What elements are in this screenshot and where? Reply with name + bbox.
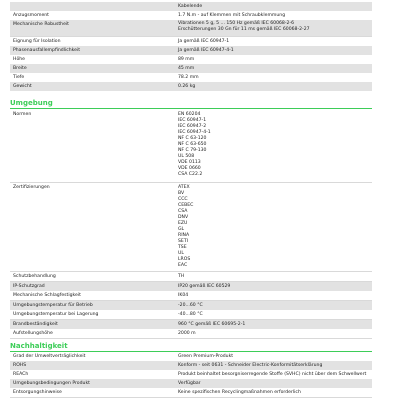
list-item: NF C 79-130 — [178, 148, 207, 153]
spec-row-weight — [10, 82, 372, 91]
spec-row-storage-temperature — [10, 310, 372, 320]
spec-label: Brandbeständigkeit — [13, 322, 58, 327]
spec-value: Ja gemäß IEC 60947-4-1 — [178, 48, 234, 53]
spec-value: Kabelende — [178, 4, 203, 9]
spec-row-rohs — [10, 361, 372, 370]
spec-row-phase-failure — [10, 46, 372, 55]
spec-label: Eignung für Isolation — [13, 39, 61, 44]
spec-value: TH — [178, 274, 185, 279]
spec-row-cable-end — [10, 2, 372, 11]
list-item: CEBEC — [178, 203, 194, 208]
spec-value: 960 °C gemäß IEC 60695-2-1 — [178, 322, 246, 327]
spec-label: Anzugsmoment — [13, 13, 49, 18]
list-item: RINA — [178, 233, 190, 238]
list-item: CSA — [178, 209, 188, 214]
spec-label: Schutzbehandlung — [13, 274, 56, 279]
spec-value: 2000 m — [178, 331, 196, 336]
spec-value: Konform - seit 0631 - Schneider Electric-Konformitätserklärung — [178, 363, 323, 368]
spec-value: IP20 gemäß IEC 60529 — [178, 284, 231, 289]
spec-value: IK04 — [178, 293, 189, 298]
spec-label: Phasenausfallempfindlichkeit — [13, 48, 81, 53]
spec-label: Umgebungsbedingungen Produkt — [13, 381, 90, 386]
list-item: VDE 0660 — [178, 166, 201, 171]
spec-label: ROHS — [13, 363, 27, 368]
spec-value: Vibrationen 5 g, 5 ... 150 Hz gemäß IEC 60068-2-6 — [178, 21, 295, 26]
spec-label: Entsorgungshinweise — [13, 390, 62, 395]
spec-value: Ja gemäß IEC 60947-1 — [178, 39, 230, 44]
spec-label: Umgebungstemperatur bei Lagerung — [13, 312, 99, 317]
spec-value: -40...80 °C — [178, 312, 203, 317]
list-item: NF C 63-650 — [178, 142, 207, 147]
spec-row-protective-treatment — [10, 272, 372, 282]
spec-label: REACh — [13, 372, 29, 377]
spec-label: Mechanische Schlagfestigkeit — [13, 293, 81, 298]
list-item: UL 508 — [178, 154, 195, 159]
section-nachhaltigkeit — [10, 340, 372, 352]
section-title: Nachhaltigkeit — [10, 342, 68, 350]
spec-row-isolation — [10, 37, 372, 46]
spec-value: 1.7 N.m - auf Klemmen mit Schraubklemmung — [178, 13, 286, 18]
spec-row-product-environment — [10, 379, 372, 388]
list-item: IEC 60947-4-1 — [178, 130, 211, 135]
spec-row-ip-rating — [10, 282, 372, 291]
list-item: IEC 60947-2 — [178, 124, 207, 129]
spec-row-disposal — [10, 388, 372, 398]
spec-value: 45 mm — [178, 66, 195, 71]
spec-label: Breite — [13, 66, 27, 71]
spec-label: IP-Schutzgrad — [13, 284, 45, 289]
spec-value: Keine spezifischen Recyclingmaßnahmen erforderlich — [178, 390, 301, 395]
spec-row-operating-temperature — [10, 301, 372, 310]
spec-label: Aufstellungshöhe — [13, 331, 53, 336]
spec-value: 78.2 mm — [178, 75, 199, 80]
spec-label: Normen — [13, 112, 32, 117]
certifications-list — [178, 185, 193, 269]
list-item: SETI — [178, 239, 188, 244]
spec-row-depth — [10, 73, 372, 82]
spec-row-fire-resistance — [10, 320, 372, 329]
list-item: ATEX — [178, 185, 190, 190]
list-item: EZU — [178, 221, 188, 226]
spec-label: Zertifizierungen — [13, 185, 50, 190]
spec-value: Erschütterungen 30 Gn für 11 ms gemäß IEC 60068-2-27 — [178, 27, 310, 32]
spec-row-altitude — [10, 329, 372, 339]
spec-row-mechanical-robustness — [10, 20, 372, 37]
list-item: BV — [178, 191, 185, 196]
section-umgebung — [10, 97, 372, 109]
list-item: LROS — [178, 257, 191, 262]
spec-block-certifications — [10, 183, 372, 272]
list-item: VDE 0113 — [178, 160, 201, 165]
spec-label: Tiefe — [13, 75, 25, 80]
spec-value: 89 mm — [178, 57, 195, 62]
spec-label: Höhe — [13, 57, 26, 62]
spec-row-impact-resistance — [10, 291, 372, 301]
spec-row-height — [10, 55, 372, 64]
list-item: CCC — [178, 197, 188, 202]
list-item: GL — [178, 227, 185, 232]
spec-value: 0.26 kg — [178, 84, 196, 89]
spec-value: Verfügbar — [178, 381, 201, 386]
spec-value: Green Premium-Produkt — [178, 354, 234, 359]
standards-list — [178, 112, 211, 178]
spec-label: Umgebungstemperatur für Betrieb — [13, 303, 93, 308]
list-item: EN 60204 — [178, 112, 201, 117]
spec-row-width — [10, 64, 372, 73]
list-item: IEC 60947-1 — [178, 118, 207, 123]
spec-value: Produkt beinhaltet besorgniserregende Stoffe (SVHC) nicht über dem Schwellwert — [178, 372, 367, 377]
spec-row-tightening-torque — [10, 11, 372, 20]
list-item: TSE — [178, 245, 187, 250]
list-item: NF C 63-120 — [178, 136, 207, 141]
spec-value: -20...60 °C — [178, 303, 203, 308]
section-title: Umgebung — [10, 99, 53, 107]
spec-label: Grad der Umweltverträglichkeit — [13, 354, 86, 359]
list-item: UL — [178, 251, 184, 256]
spec-label: Mechanische Robustheit — [13, 22, 69, 27]
spec-block-standards — [10, 110, 372, 183]
spec-label: Gewicht — [13, 84, 32, 89]
list-item: EAC — [178, 263, 188, 268]
list-item: DNV — [178, 215, 189, 220]
list-item: CSA C22.2 — [178, 172, 203, 177]
